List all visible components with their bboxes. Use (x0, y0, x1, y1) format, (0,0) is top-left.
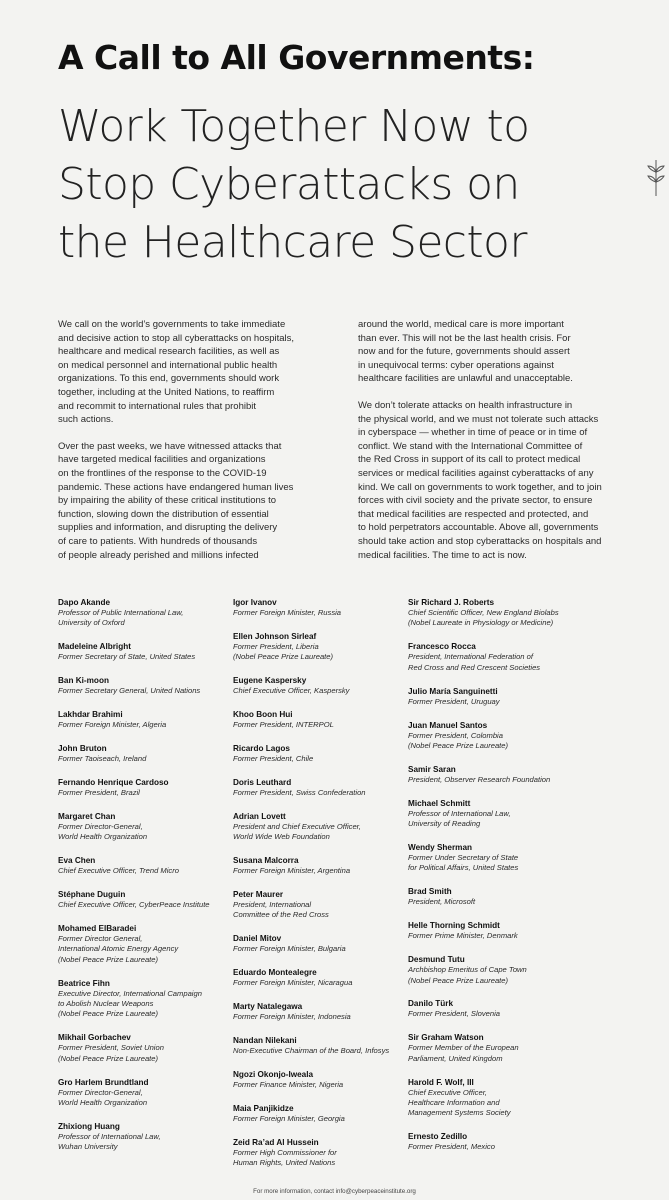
signatory (233, 811, 361, 843)
signatory (58, 923, 178, 965)
signatory-name: Gro Harlem Brundtland (58, 1077, 149, 1087)
signatory-title: Management Systems Society (408, 1108, 511, 1118)
paragraph-line: Over the past weeks, we have witnessed attacks that (58, 440, 282, 452)
signatory-title: Former President, Soviet Union (58, 1043, 164, 1053)
paragraph-line: pandemic. These actions have endangered human lives (58, 481, 294, 493)
subtitle-line: the Healthcare Sector (58, 217, 527, 268)
signatory-name: Nandan Nilekani (233, 1036, 297, 1045)
paragraph-line: kind. We call on governments to work together, and to join (358, 481, 602, 493)
signatory-title: World Wide Web Foundation (233, 832, 330, 842)
signatory-title: Former President, Brazil (58, 787, 140, 797)
paragraph-line: and decisive action to stop all cyberattacks on hospitals, (58, 332, 295, 344)
paragraph-line: forces with civil society and the private sector, to ensure (358, 495, 593, 507)
signatory-title: Non-Executive Chairman of the Board, Infosys (233, 1046, 390, 1055)
subtitle-line: Work Together Now to (58, 101, 530, 152)
signatory-title: (Nobel Peace Prize Laureate) (58, 1009, 159, 1019)
signatory-name: Lakhdar Brahimi (58, 710, 123, 720)
signatory (58, 777, 169, 798)
signatory-title: Former Director-General, (58, 821, 143, 831)
signatory-name: Danilo Türk (408, 999, 454, 1009)
signatory (408, 1131, 495, 1152)
signatory-title: President, International (233, 900, 312, 909)
signatory-name: Samir Saran (408, 764, 456, 774)
signatory-name: Maia Panjikidze (233, 1103, 294, 1113)
paragraph-line: than ever. This will not be the last health crisis. For (358, 332, 571, 344)
contact-email-link[interactable]: info@cyberpeaceinstitute.org (335, 1188, 416, 1195)
signatory-name: Stéphane Duguin (58, 890, 126, 899)
page-subtitle (58, 98, 628, 272)
signatory (408, 920, 518, 941)
signatory (233, 889, 329, 921)
signatory-title: Former High Commissioner for (233, 1147, 337, 1157)
signatory-name: Zhixiong Huang (58, 1121, 120, 1131)
signatory-name: Helle Thorning Schmidt (408, 921, 500, 931)
paragraph-line: services or medical facilities against cyberattacks of any (358, 467, 594, 479)
signatory-name: John Bruton (58, 744, 107, 753)
signatory (233, 709, 334, 730)
paragraph-line: in unequivocal terms: cyber operations against (358, 359, 554, 371)
paragraph-line: have targeted medical facilities and organizations (58, 454, 266, 466)
signatory (408, 641, 540, 673)
signatory-title: Chief Executive Officer, Trend Micro (58, 866, 179, 876)
signatory-title: Professor of International Law, (58, 1131, 161, 1141)
signatory-name: Eva Chen (58, 856, 96, 866)
signatory (233, 855, 350, 876)
paragraph-line: and recommit to international rules that prohibit (58, 400, 257, 412)
signatory (233, 675, 349, 696)
footer-text: For more information, contact (253, 1188, 336, 1195)
signatory-title: President, Microsoft (408, 897, 476, 907)
signatory (58, 675, 200, 696)
paragraph-line: together, including at the United Nations, to reaffirm (58, 386, 275, 398)
paragraph-line: should take action and stop cyberattacks on hospitals and (358, 535, 602, 547)
signatory-name: Michael Schmitt (408, 798, 471, 808)
signatory (408, 764, 550, 785)
signatory (233, 743, 313, 764)
signatory-title: President, Observer Research Foundation (408, 774, 551, 784)
signatory (408, 798, 511, 830)
paragraph-line: in cyberspace — whether in time of peace or in time of (358, 427, 588, 439)
signatory-title: President and Chief Executive Officer, (233, 821, 361, 831)
signatory-title: Chief Scientific Officer, New England Biolabs (408, 608, 559, 617)
signatory (233, 631, 333, 663)
signatory (58, 855, 179, 876)
paragraph-line: the physical world, and we must not tolerate such attacks (358, 413, 599, 425)
signatory-title: Former Finance Minister, Nigeria (233, 1079, 344, 1089)
paragraph (58, 318, 308, 427)
signatory (233, 597, 341, 618)
signatory-name: Eduardo Montealegre (233, 968, 317, 978)
signatory (58, 811, 147, 843)
signatory-title: Former President, Uruguay (408, 696, 500, 706)
signatory (58, 978, 202, 1020)
signatory (58, 597, 183, 629)
signatory-name: Fernando Henrique Cardoso (58, 777, 169, 787)
paragraph-line: by impairing the ability of these critical institutions to (58, 495, 277, 507)
signatory-title: Former Secretary General, United Nations (58, 686, 201, 696)
signatory-title: Chief Executive Officer, CyberPeace Institute (58, 900, 210, 909)
subtitle-line: Stop Cyberattacks on (58, 159, 520, 210)
signatory-title: University of Reading (408, 819, 481, 829)
paragraph (358, 399, 608, 562)
signatory-title: Former Foreign Minister, Algeria (58, 720, 167, 730)
paragraph-line: medical facilities. The time to act is now. (358, 549, 527, 561)
paragraph-line: now and for the future, governments should assert (358, 346, 570, 358)
paragraph-line: on the frontlines of the response to the COVID-19 (58, 467, 267, 479)
signatory (408, 998, 500, 1019)
paragraph-line: function, slowing down the distribution of essential (58, 508, 269, 520)
paragraph-line: to hold perpetrators accountable. Above all, governments (358, 522, 599, 534)
signatory-name: Eugene Kaspersky (233, 676, 307, 686)
signatory-title: Former President, INTERPOL (233, 720, 334, 730)
signatory-name: Susana Malcorra (233, 856, 299, 866)
paragraph-line: organizations. To this end, governments should work (58, 373, 280, 385)
leaf-ornament-icon (646, 158, 666, 198)
signatory (408, 1032, 519, 1064)
paragraph (358, 318, 608, 386)
signatory-name: Sir Graham Watson (408, 1033, 484, 1043)
signatory (408, 597, 559, 629)
signatory-title: to Abolish Nuclear Weapons (58, 999, 154, 1008)
signatory-title: Former President, Mexico (408, 1142, 495, 1152)
signatory-name: Peter Maurer (233, 890, 284, 899)
signatory-name: Wendy Sherman (408, 843, 473, 852)
signatory-name: Margaret Chan (58, 811, 116, 821)
body-column-left (58, 318, 308, 575)
signatory-title: Red Cross and Red Crescent Societies (408, 662, 541, 672)
paragraph-line: conflict. We stand with the International Committee of (358, 440, 583, 452)
signatory (58, 1121, 161, 1153)
signatory-name: Khoo Boon Hui (233, 710, 293, 720)
signatory-name: Ngozi Okonjo-Iweala (233, 1069, 314, 1079)
signatory-name: Doris Leuthard (233, 777, 292, 787)
signatory-title: Former President, Swiss Confederation (233, 787, 366, 797)
paragraph-line: healthcare facilities are unlawful and unacceptable. (358, 373, 573, 385)
paragraph (58, 440, 308, 562)
paragraph-line: of care to patients. With hundreds of thousands (58, 535, 258, 547)
signatory-name: Igor Ivanov (233, 598, 277, 607)
signatory-title: (Nobel Laureate in Physiology or Medicine) (408, 618, 554, 628)
signatory-name: Marty Natalegawa (233, 1002, 303, 1012)
signatory-name: Madeleine Albright (58, 642, 131, 652)
signatory-title: (Nobel Peace Prize Laureate) (58, 954, 159, 964)
signatory-name: Julio María Sanguinetti (408, 686, 498, 696)
signatory-title: Archbishop Emeritus of Cape Town (408, 965, 527, 975)
signatory-name: Francesco Rocca (408, 642, 476, 652)
signatory-title: Wuhan University (58, 1142, 118, 1152)
paragraph-line: on medical personnel and international public health (58, 359, 278, 371)
signatory (408, 720, 508, 752)
page-title: A Call to All Governments: (58, 38, 535, 77)
signatory-title: Former President, Colombia (408, 730, 503, 740)
signatory-title: World Health Organization (58, 1098, 148, 1107)
signatory (408, 842, 518, 874)
signatory-title: (Nobel Peace Prize Laureate) (58, 1053, 159, 1063)
signatory-title: Chief Executive Officer, Kaspersky (233, 686, 350, 696)
paragraph-line: that medical facilities are respected and protected, and (358, 508, 589, 520)
signatory (233, 967, 352, 988)
paragraph-line: of people already perished and millions infected (58, 549, 259, 561)
signatory (408, 686, 500, 707)
paragraph-line: We don’t tolerate attacks on health infrastructure in (358, 399, 573, 411)
signatory-name: Zeid Ra’ad Al Hussein (233, 1137, 319, 1147)
signatory-title: (Nobel Peace Prize Laureate) (408, 740, 509, 750)
signatory (408, 954, 527, 986)
signatory-title: Former Prime Minister, Denmark (408, 931, 518, 941)
signatory-title: Executive Director, International Campaign (58, 988, 202, 998)
signatory-name: Ban Ki-moon (58, 676, 109, 686)
signatory-title: President, International Federation of (408, 652, 533, 662)
signatory (58, 743, 146, 764)
signatory (233, 1137, 337, 1169)
signatory-title: Former Secretary of State, United States (58, 652, 196, 662)
signatory-name: Daniel Mitov (233, 934, 282, 944)
signatory-name: Beatrice Fihn (58, 978, 110, 988)
signatory (233, 777, 366, 798)
signatory-title: for Political Affairs, United States (408, 863, 519, 873)
signatory-name: Sir Richard J. Roberts (408, 598, 494, 607)
signatory-title: Former Foreign Minister, Bulgaria (233, 944, 346, 954)
signatory-title: Healthcare Information and (408, 1098, 500, 1107)
signatory-title: (Nobel Peace Prize Laureate) (408, 975, 509, 985)
signatory-name: Mohamed ElBaradei (58, 923, 137, 933)
signatory-title: Chief Executive Officer, (408, 1087, 487, 1097)
footer-contact (0, 1188, 669, 1195)
signatory-name: Ricardo Lagos (233, 744, 290, 753)
signatory (58, 889, 210, 910)
signatory-name: Adrian Lovett (233, 811, 286, 821)
signatory (233, 1001, 351, 1022)
signatory (58, 709, 166, 730)
signatory-title: Former Taoiseach, Ireland (58, 754, 147, 763)
signatory-title: Parliament, United Kingdom (408, 1053, 503, 1063)
signatory-title: Professor of International Law, (408, 808, 511, 818)
signatory (58, 641, 195, 662)
paragraph-line: healthcare and medical research facilities, as well as (58, 346, 280, 358)
signatory-title: International Atomic Energy Agency (58, 944, 179, 954)
signatory (408, 886, 475, 907)
signatory-title: Former Foreign Minister, Indonesia (233, 1012, 351, 1022)
signatory-name: Dapo Akande (58, 598, 111, 607)
signatory-title: Former Foreign Minister, Russia (233, 608, 342, 617)
signatory-title: Former Foreign Minister, Georgia (233, 1113, 345, 1123)
paragraph-line: the Red Cross in support of its call to protect medical (358, 454, 581, 466)
signatory-name: Desmund Tutu (408, 955, 465, 965)
signatory-title: Committee of the Red Cross (233, 910, 329, 920)
body-column-right (358, 318, 608, 575)
signatory-title: Former Director-General, (58, 1087, 143, 1097)
signatory (233, 1035, 389, 1056)
signatory-title: Professor of Public International Law, (58, 608, 184, 617)
signatory-name: Ernesto Zedillo (408, 1132, 468, 1142)
signatory (58, 1032, 164, 1064)
signatory (408, 1077, 511, 1119)
signatory-title: Former Member of the European (408, 1043, 519, 1053)
signatory-title: Former President, Slovenia (408, 1009, 501, 1019)
paragraph-line: We call on the world’s governments to take immediate (58, 319, 286, 330)
signatory-title: Former Foreign Minister, Argentina (233, 866, 351, 876)
paragraph-line: supplies and information, and disrupting the delivery (58, 522, 278, 534)
signatory-name: Harold F. Wolf, III (408, 1077, 474, 1087)
paragraph-line: such actions. (58, 414, 114, 426)
signatory (233, 1103, 345, 1124)
signatory-title: Former Director General, (58, 933, 143, 943)
paragraph-line: around the world, medical care is more important (358, 319, 564, 330)
signatory-name: Mikhail Gorbachev (58, 1033, 131, 1043)
signatory (58, 1077, 149, 1109)
signatory (233, 1069, 343, 1090)
signatory-title: (Nobel Peace Prize Laureate) (233, 652, 334, 662)
signatory-title: Former Under Secretary of State (408, 853, 519, 862)
signatory-title: Former President, Chile (233, 754, 314, 763)
signatory-title: Former President, Liberia (233, 641, 319, 651)
signatory (233, 933, 346, 954)
signatory-title: University of Oxford (58, 618, 125, 628)
signatory-name: Juan Manuel Santos (408, 720, 488, 730)
signatory-title: World Health Organization (58, 832, 148, 842)
signatory-name: Ellen Johnson Sirleaf (233, 631, 317, 641)
signatory-name: Brad Smith (408, 887, 452, 897)
signatory-title: Human Rights, United Nations (233, 1158, 336, 1168)
signatory-title: Former Foreign Minister, Nicaragua (233, 978, 353, 988)
